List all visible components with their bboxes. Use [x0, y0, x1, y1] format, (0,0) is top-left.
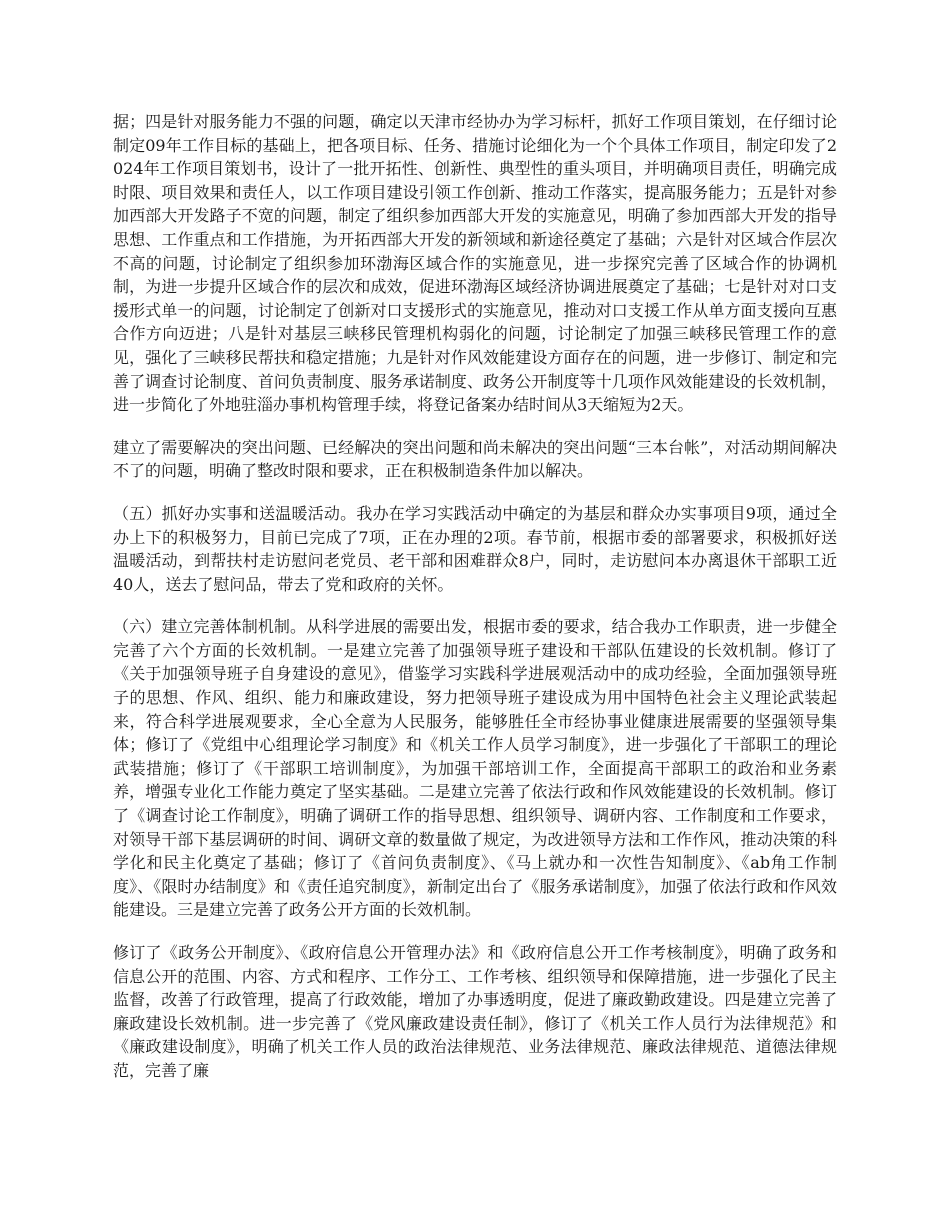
paragraph-section-six: （六）建立完善体制机制。从科学进展的需要出发，根据市委的要求，结合我办工作职责，进一步健全完善了六个方面的长效机制。一是建立完善了加强领导班子建设和干部队伍建设的长效机制。修订了《关于加强领导班子自身建设的意见》，借鉴学习实践科学进展观活动中的成功经验，全面加强领导班子的思想、作风、组织、能力和廉政建设，努力把领导班子建设成为用中国特色社会主义理论武装起来，符合科学进展观要求，全心全意为人民服务，能够胜任全市经协事业健康进展需要的坚强领导集体；修订了《党组中心组理论学习制度》和《机关工作人员学习制度》，进一步强化了干部职工的理论武装措施；修订了《干部职工培训制度》，为加强干部培训工作，全面提高干部职工的政治和业务素养，增强专业化工作能力奠定了坚实基础。二是建立完善了依法行政和作风效能建设的长效机制。修订了《调查讨论工作制度》，明确了调研工作的指导思想、组织领导、调研内容、工作制度和工作要求，对领导干部下基层调研的时间、调研文章的数量做了规定，为改进领导方法和工作作风，推动决策的科学化和民主化奠定了基础；修订了《首问负责制度》、《马上就办和一次性告知制度》、《ab角工作制度》、《限时办结制度》和《责任追究制度》，新制定出台了《服务承诺制度》，加强了依法行政和作风效能建设。三是建立完善了政务公开方面的长效机制。: [113, 617, 837, 920]
paragraph-service-capability: 据；四是针对服务能力不强的问题，确定以天津市经协办为学习标杆，抓好工作项目策划，在仔细讨论制定09年工作目标的基础上，把各项目标、任务、措施讨论细化为一个个具体工作项目，制定印发了2024年工作项目策划书，设计了一批开拓性、创新性、典型性的重头项目，并明确项目责任，明确完成时限、项目效果和责任人，以工作项目建设引领工作创新、推动工作落实，提高服务能力；五是针对参加西部大开发路子不宽的问题，制定了组织参加西部大开发的实施意见，明确了参加西部大开发的指导思想、工作重点和工作措施，为开拓西部大开发的新领域和新途径奠定了基础；六是针对区域合作层次不高的问题，讨论制定了组织参加环渤海区域合作的实施意见，进一步探究完善了区域合作的协调机制，为进一步提升区域合作的层次和成效，促进环渤海区域经济协调进展奠定了基础；七是针对对口支援形式单一的问题，讨论制定了创新对口支援形式的实施意见，推动对口支援工作从单方面支援向互惠合作方向迈进；八是针对基层三峡移民管理机构弱化的问题，讨论制定了加强三峡移民管理工作的意见，强化了三峡移民帮扶和稳定措施；九是针对作风效能建设方面存在的问题，进一步修订、制定和完善了调查讨论制度、首问负责制度、服务承诺制度、政务公开制度等十几项作风效能建设的长效机制，进一步简化了外地驻淄办事机构管理手续，将登记备案办结时间从3天缩短为2天。: [113, 112, 837, 415]
paragraph-three-ledgers: 建立了需要解决的突出问题、已经解决的突出问题和尚未解决的突出问题“三本台帐”，对活动期间解决不了的问题，明确了整改时限和要求，正在积极制造条件加以解决。: [113, 437, 837, 481]
paragraph-government-openness: 修订了《政务公开制度》、《政府信息公开管理办法》和《政府信息公开工作考核制度》，明确了政务和信息公开的范围、内容、方式和程序、工作分工、工作考核、组织领导和保障措施，进一步强化了民主监督，改善了行政管理，提高了行政效能，增加了办事透明度，促进了廉政勤政建设。四是建立完善了廉政建设长效机制。进一步完善了《党风廉政建设责任制》，修订了《机关工作人员行为法律规范》和《廉政建设制度》，明确了机关工作人员的政治法律规范、业务法律规范、廉政法律规范、道德法律规范，完善了廉: [113, 943, 837, 1080]
paragraph-section-five: （五）抓好办实事和送温暖活动。我办在学习实践活动中确定的为基层和群众办实事项目9项，通过全办上下的积极努力，目前已完成了7项，正在办理的2项。春节前，根据市委的部署要求，积极抓好送温暖活动，到帮扶村走访慰问老党员、老干部和困难群众8户，同时，走访慰问本办离退休干部职工近40人，送去了慰问品，带去了党和政府的关怀。: [113, 503, 837, 594]
document-body: [113, 110, 837, 1102]
